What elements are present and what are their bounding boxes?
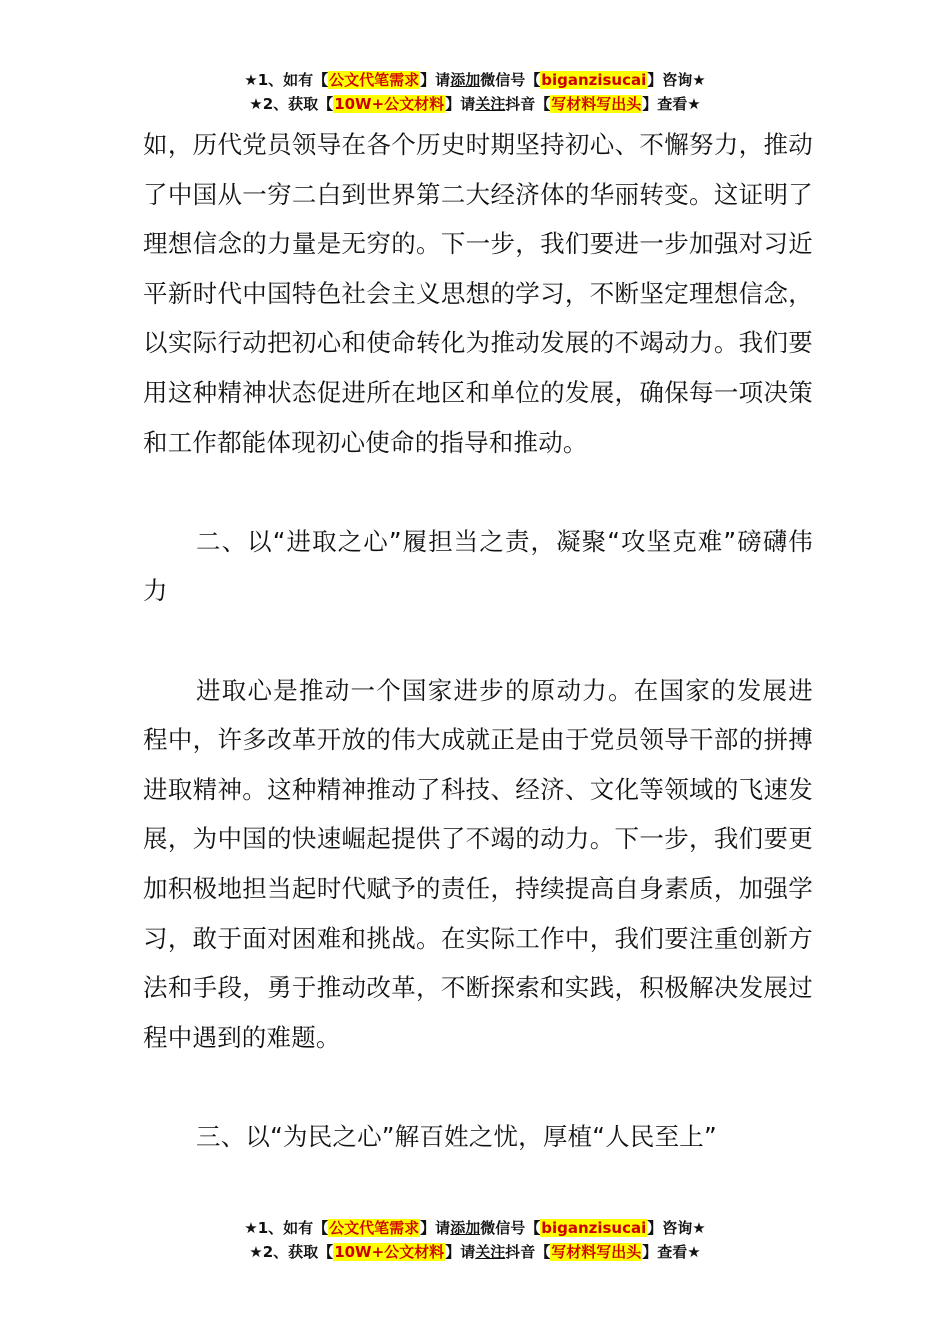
paragraph: 进取心是推动一个国家进步的原动力。在国家的发展进程中，许多改革开放的伟大成就正是由于党员领导干部的拼搏进取精神。这种精神推动了科技、经济、文化等领域的飞速发展，为中国的快速崛起提供了不竭的动力。下一步，我们要更加积极地担当起时代赋予的责任，持续提高自身素质，加强学习，敢于面对困难和挑战。在实际工作中，我们要注重创新方法和手段，勇于推动改革，不断探索和实践，积极解决发展过程中遇到的难题。 xyxy=(143,675,813,1052)
paragraph: 如，历代党员领导在各个历史时期坚持初心、不懈努力，推动了中国从一穷二白到世界第二大经济体的华丽转变。这证明了理想信念的力量是无穷的。下一步，我们要进一步加强对习近平新时代中国特色社会主义思想的学习，不断坚定理想信念，以实际行动把初心和使命转化为推动发展的不竭动力。我们要用这种精神状态促进所在地区和单位的发展，确保每一项决策和工作都能体现初心使命的指导和推动。 xyxy=(143,130,813,457)
banner-highlight: biganzisucai xyxy=(541,71,647,89)
banner-highlight: 10W+公文材料 xyxy=(334,95,445,113)
paragraph-gap xyxy=(143,616,813,666)
bottom-banner xyxy=(0,1216,950,1264)
banner-highlight: 写材料写出头 xyxy=(551,1243,642,1261)
banner-line-1: ★1、如有【公文代笔需求】请添加微信号【biganzisucai】咨询★ xyxy=(244,71,706,89)
top-banner xyxy=(0,68,950,116)
section-heading: 三、以“为民之心”解百姓之忧，厚植“人民至上” xyxy=(196,1121,717,1151)
paragraph-gap xyxy=(143,1062,813,1112)
banner-highlight: 写材料写出头 xyxy=(551,95,642,113)
banner-highlight: 公文代笔需求 xyxy=(329,1219,420,1237)
banner-line-2: ★2、获取【10W+公文材料】请关注抖音【写材料写出头】查看★ xyxy=(249,1243,701,1261)
document-body xyxy=(143,120,813,1161)
banner-highlight: 公文代笔需求 xyxy=(329,71,420,89)
banner-highlight: biganzisucai xyxy=(541,1219,647,1237)
section-heading: 二、以“进取之心”履担当之责，凝聚“攻坚克难”磅礴伟力 xyxy=(143,526,813,606)
banner-highlight: 10W+公文材料 xyxy=(334,1243,445,1261)
paragraph-gap xyxy=(143,467,813,517)
banner-line-2: ★2、获取【10W+公文材料】请关注抖音【写材料写出头】查看★ xyxy=(249,95,701,113)
banner-line-1: ★1、如有【公文代笔需求】请添加微信号【biganzisucai】咨询★ xyxy=(244,1219,706,1237)
